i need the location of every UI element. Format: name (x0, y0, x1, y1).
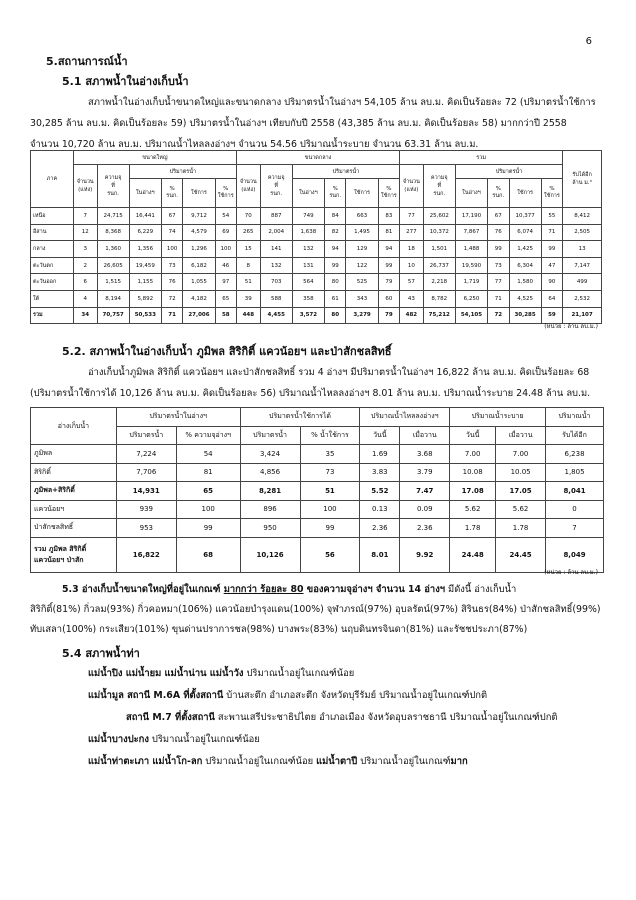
table-cell: 70 (237, 208, 261, 225)
table-cell: 46 (215, 257, 236, 274)
header-reservoir: อ่างเก็บน้ำ (31, 408, 117, 445)
table-unit-note: (หน่วย : ล้าน ลบ.ม.) (544, 323, 598, 330)
region-cell: กลาง (31, 241, 74, 258)
table-cell: 10,372 (423, 224, 455, 241)
table-cell: 2,505 (563, 224, 602, 241)
sub-receive: รับได้อีก (546, 426, 604, 445)
table-cell: 1,501 (423, 241, 455, 258)
para-line: สภาพน้ำในอ่างเก็บน้ำขนาดใหญ่และขนาดกลาง ปริมาตรน้ำในอ่างฯ 54,105 ล้าน ลบ.ม. คิดเป็นร้อยละ 72 (ปริมาตรน้ำใช้การ (88, 97, 596, 108)
table-cell: 24,715 (97, 208, 129, 225)
table-cell: 6,304 (509, 257, 541, 274)
table-cell: 47 (541, 257, 562, 274)
table-cell: 277 (400, 224, 424, 241)
table-cell: 2,004 (260, 224, 292, 241)
table-cell: 132 (260, 257, 292, 274)
table-cell: 7 (73, 208, 97, 225)
table-cell: 26,605 (97, 257, 129, 274)
region-cell: ตะวันตก (31, 257, 74, 274)
header-volume: ปริมาตรน้ำ (129, 165, 236, 179)
header-usable: ใช้การ (346, 179, 378, 208)
table-cell: 15 (237, 241, 261, 258)
table-cell: 1,515 (97, 274, 129, 291)
table-cell: 77 (400, 208, 424, 225)
region-cell: รวม (31, 307, 74, 324)
reservoir-region-table (30, 150, 602, 324)
table-cell: 55 (541, 208, 562, 225)
table-cell: 3.79 (400, 463, 450, 482)
table-cell: 7,147 (563, 257, 602, 274)
table-row (31, 290, 602, 307)
sub-today: วันนี้ (450, 426, 496, 445)
table-cell: 34 (73, 307, 97, 324)
table-cell: 68 (176, 537, 240, 572)
table-cell: 19,590 (455, 257, 487, 274)
table-cell: 1,425 (509, 241, 541, 258)
table-cell: 9,712 (183, 208, 215, 225)
section-5-1-title: 5.1 สภาพน้ำในอ่างเก็บน้ำ (62, 75, 189, 88)
table-cell: 67 (488, 208, 509, 225)
table-cell: 8,412 (563, 208, 602, 225)
table-cell: 5.62 (450, 500, 496, 519)
table-cell: 1,360 (97, 241, 129, 258)
table-cell: 10,126 (240, 537, 300, 572)
table-cell: 0.09 (400, 500, 450, 519)
table-cell: 35 (300, 445, 360, 464)
table-cell: 448 (237, 307, 261, 324)
table-cell: 122 (346, 257, 378, 274)
table-cell: 1.78 (496, 519, 546, 538)
table-cell: 663 (346, 208, 378, 225)
table-cell: 7.47 (400, 482, 450, 501)
table-cell: 71 (541, 224, 562, 241)
section-5-4-title: 5.4 สภาพน้ำท่า (62, 647, 140, 660)
table-cell: 19,459 (129, 257, 161, 274)
header-receive: รับได้อีก ล้าน ม.³ (563, 151, 602, 208)
table-cell: 9.92 (400, 537, 450, 572)
table-cell: 73 (300, 463, 360, 482)
table-cell: 0.13 (360, 500, 400, 519)
table-cell: 77 (488, 274, 509, 291)
table-row (31, 445, 604, 464)
header-capacity: ความจุ ที่ รนก. (260, 165, 292, 208)
table-cell: 99 (541, 241, 562, 258)
table-cell: 2,532 (563, 290, 602, 307)
table-cell: 1,580 (509, 274, 541, 291)
table-cell: 13 (563, 241, 602, 258)
table-cell: 57 (400, 274, 424, 291)
table-cell: 80 (324, 307, 345, 324)
table-cell: 76 (488, 224, 509, 241)
table-cell: 18 (400, 241, 424, 258)
table-cell: 358 (292, 290, 324, 307)
table-cell: 887 (260, 208, 292, 225)
header-in-res: ในอ่างฯ (455, 179, 487, 208)
table-cell: 129 (346, 241, 378, 258)
header-count: จำนวน (แห่ง) (237, 165, 261, 208)
table-row (31, 519, 604, 538)
region-cell: อีสาน (31, 224, 74, 241)
section-5-4-line: แม่น้ำมูล สถานี M.6A ที่ตั้งสถานี บ้านสะตึก อำเภอสะตึก จังหวัดบุรีรัมย์ ปริมาณน้ำอยู่ในเกณฑ์ปกติ (88, 690, 488, 701)
table-cell: 1,488 (455, 241, 487, 258)
table-cell: 8,782 (423, 290, 455, 307)
table-cell: 56 (300, 537, 360, 572)
para-line: อ่างเก็บน้ำภูมิพล สิริกิติ์ แควน้อยฯ และป่าสักชลสิทธิ์ รวม 4 อ่างฯ มีปริมาตรน้ำในอ่างฯ 16,822 ล้าน ลบ.ม. คิดเป็นร้อยละ 68 (88, 367, 590, 378)
region-cell: เหนือ (31, 208, 74, 225)
table-cell: 1,055 (183, 274, 215, 291)
table-cell: 50,533 (129, 307, 161, 324)
table-cell: 6,182 (183, 257, 215, 274)
table-row (31, 500, 604, 519)
table-cell: 0 (546, 500, 604, 519)
table-cell: 2 (73, 257, 97, 274)
table-cell: 7,867 (455, 224, 487, 241)
header-usable-pct: % ใช้การ (215, 179, 236, 208)
table-cell: 1,638 (292, 224, 324, 241)
table-cell: 6,074 (509, 224, 541, 241)
reservoir-name: ป่าสักชลสิทธิ์ (31, 519, 117, 538)
section-5-4-line: แม่น้ำบางปะกง ปริมาณน้ำอยู่ในเกณฑ์น้อย (88, 734, 260, 745)
section-5-4-line: แม่น้ำปิง แม่น้ำยม แม่น้ำน่าน แม่น้ำวัง ปริมาณน้ำอยู่ในเกณฑ์น้อย (88, 668, 355, 679)
table-row (31, 224, 602, 241)
header-release: ปริมาณน้ำระบาย (450, 408, 546, 427)
table-cell: 5.52 (360, 482, 400, 501)
header-region: ภาค (31, 151, 74, 208)
table-cell: 73 (488, 257, 509, 274)
table-cell: 7.00 (450, 445, 496, 464)
table-cell: 81 (176, 463, 240, 482)
table-cell: 749 (292, 208, 324, 225)
table-cell: 54,105 (455, 307, 487, 324)
table-cell: 72 (161, 290, 182, 307)
region-cell: ใต้ (31, 290, 74, 307)
table-cell: 61 (324, 290, 345, 307)
table-cell: 73 (161, 257, 182, 274)
header-large: ขนาดใหญ่ (73, 151, 236, 165)
table-cell: 3.83 (360, 463, 400, 482)
main-reservoir-table (30, 407, 604, 573)
table-cell: 84 (324, 208, 345, 225)
table-cell: 953 (116, 519, 176, 538)
table-row (31, 463, 604, 482)
table-cell: 80 (324, 274, 345, 291)
table-cell: 100 (300, 500, 360, 519)
reservoir-name: สิริกิติ์ (31, 463, 117, 482)
header-receive: ปริมาณน้ำ (546, 408, 604, 427)
table-row (31, 482, 604, 501)
table-cell: 82 (324, 224, 345, 241)
reservoir-name: ภูมิพล+สิริกิติ์ (31, 482, 117, 501)
table-cell: 14,931 (116, 482, 176, 501)
table-cell: 74 (161, 224, 182, 241)
header-usable: ใช้การ (509, 179, 541, 208)
table-total-row (31, 307, 602, 324)
table-cell: 16,822 (116, 537, 176, 572)
table-cell: 100 (176, 500, 240, 519)
table-cell: 99 (378, 257, 399, 274)
table-cell: 6 (73, 274, 97, 291)
table-cell: 2.36 (360, 519, 400, 538)
reservoir-name: ภูมิพล (31, 445, 117, 464)
table-cell: 4,579 (183, 224, 215, 241)
header-pct: % รนก. (488, 179, 509, 208)
table-cell: 8.01 (360, 537, 400, 572)
para-line: (ปริมาตรน้ำใช้การได้ 10,126 ล้าน ลบ.ม. คิดเป็นร้อยละ 56) ปริมาณน้ำไหลลงอ่างฯ 8.01 ล้าน ลบ.ม. ปริมาณน้ำระบาย 24.48 ล้าน ลบ.ม. (30, 388, 591, 399)
table-cell: 6,238 (546, 445, 604, 464)
table-cell: 24.48 (450, 537, 496, 572)
table-cell: 8,041 (546, 482, 604, 501)
table-cell: 8,281 (240, 482, 300, 501)
table-cell: 7,706 (116, 463, 176, 482)
table-cell: 8,049 (546, 537, 604, 572)
section-5-3-title: 5.3 อ่างเก็บน้ำขนาดใหญ่ที่อยู่ในเกณฑ์ มากกว่า ร้อยละ 80 ของความจุอ่างฯ จำนวน 14 อ่างฯ มีดังนี้ อ่างเก็บน้ำ (62, 584, 517, 595)
table-body (31, 208, 602, 324)
table-cell: 1,805 (546, 463, 604, 482)
table-cell: 3,572 (292, 307, 324, 324)
section-5-2-title: 5.2. สภาพน้ำในอ่างเก็บน้ำ ภูมิพล สิริกิติ์ แควน้อยฯ และป่าสักชลสิทธิ์ (62, 345, 392, 358)
table-cell: 1,296 (183, 241, 215, 258)
table-cell: 58 (215, 307, 236, 324)
table-cell: 1.69 (360, 445, 400, 464)
header-volume: ปริมาตรน้ำ (292, 165, 399, 179)
region-cell: ตะวันออก (31, 274, 74, 291)
reservoir-name: แควน้อยฯ (31, 500, 117, 519)
table-cell: 2.36 (400, 519, 450, 538)
table-cell: 65 (215, 290, 236, 307)
table-cell: 1,356 (129, 241, 161, 258)
table-cell: 83 (378, 208, 399, 225)
sub-pct: % ความจุอ่างฯ (176, 426, 240, 445)
table-cell: 26,737 (423, 257, 455, 274)
table-cell: 70,757 (97, 307, 129, 324)
table-cell: 17.05 (496, 482, 546, 501)
table-cell: 79 (378, 274, 399, 291)
header-in-res: ในอ่างฯ (129, 179, 161, 208)
table-cell: 4,525 (509, 290, 541, 307)
header-total: รวม (400, 151, 563, 165)
table-cell: 132 (292, 241, 324, 258)
sub-usable-pct: % น้ำใช้การ (300, 426, 360, 445)
table-cell: 499 (563, 274, 602, 291)
table-cell: 75,212 (423, 307, 455, 324)
table-row (31, 274, 602, 291)
header-pct: % รนก. (161, 179, 182, 208)
table-cell: 64 (541, 290, 562, 307)
para-line: 30,285 ล้าน ลบ.ม. คิดเป็นร้อยละ 59) ปริมาตรน้ำในอ่างฯ เทียบกับปี 2558 (43,385 ล้าน ลบ.ม. คิดเป็นร้อยละ 58) มากกว่าปี 2558 (30, 118, 567, 129)
header-count: จำนวน (แห่ง) (73, 165, 97, 208)
para-line: จำนวน 10,720 ล้าน ลบ.ม. ปริมาณน้ำไหลลงอ่างฯ จำนวน 54.56 ปริมาณน้ำระบาย จำนวน 63.31 ล้าน ลบ.ม. (30, 139, 479, 150)
table-cell: 65 (176, 482, 240, 501)
header-medium: ขนาดกลาง (237, 151, 400, 165)
table-cell: 16,441 (129, 208, 161, 225)
table-total-row (31, 537, 604, 572)
header-usable-pct: % ใช้การ (378, 179, 399, 208)
table-cell: 27,006 (183, 307, 215, 324)
header-capacity: ความจุ ที่ รนก. (97, 165, 129, 208)
section-5-2-paragraph (30, 362, 608, 404)
section-5-3-line: สิริกิติ์(81%) กิ่วลม(93%) กิ่วคอหมา(106%) แควน้อยบำรุงแดน(100%) จุฬาภรณ์(97%) อุบลรัตน์(97%) สิรินธร(84%) ป่าสักชลสิทธิ์(99%) (30, 604, 601, 615)
header-usable: ใช้การ (183, 179, 215, 208)
header-capacity: ความจุ ที่ รนก. (423, 165, 455, 208)
table-cell: 8,368 (97, 224, 129, 241)
table-cell: 482 (400, 307, 424, 324)
table-cell: 67 (161, 208, 182, 225)
table-cell: 525 (346, 274, 378, 291)
table-cell: 39 (237, 290, 261, 307)
table-cell: 69 (215, 224, 236, 241)
table-cell: 6,250 (455, 290, 487, 307)
table-cell: 1,495 (346, 224, 378, 241)
table-cell: 51 (300, 482, 360, 501)
table-cell: 99 (300, 519, 360, 538)
table-cell: 7.00 (496, 445, 546, 464)
table-cell: 564 (292, 274, 324, 291)
table-cell: 81 (378, 224, 399, 241)
sub-volume: ปริมาตรน้ำ (116, 426, 176, 445)
table-cell: 71 (488, 290, 509, 307)
table-cell: 12 (73, 224, 97, 241)
table-cell: 10.05 (496, 463, 546, 482)
table-cell: 343 (346, 290, 378, 307)
table-cell: 71 (161, 307, 182, 324)
total-name: รวม ภูมิพล สิริกิติ์ แควน้อยฯ ป่าสัก (31, 537, 117, 572)
table-cell: 21,107 (563, 307, 602, 324)
header-count: จำนวน (แห่ง) (400, 165, 424, 208)
table-unit-note: (หน่วย : ล้าน ลบ.ม.) (544, 569, 598, 576)
table-cell: 3,279 (346, 307, 378, 324)
table-cell: 54 (176, 445, 240, 464)
table-cell: 99 (488, 241, 509, 258)
table-cell: 97 (215, 274, 236, 291)
table-cell: 43 (400, 290, 424, 307)
section-5-title: 5.สถานการณ์น้ำ (46, 55, 128, 68)
table-cell: 54 (215, 208, 236, 225)
table-cell: 17.08 (450, 482, 496, 501)
table-cell: 59 (541, 307, 562, 324)
table-cell: 8,194 (97, 290, 129, 307)
table-cell: 79 (378, 307, 399, 324)
table-cell: 100 (161, 241, 182, 258)
table-cell: 939 (116, 500, 176, 519)
sub-usable-volume: ปริมาตรน้ำ (240, 426, 300, 445)
table-body (31, 445, 604, 538)
table-cell: 950 (240, 519, 300, 538)
sub-today: วันนี้ (360, 426, 400, 445)
table-cell: 8 (237, 257, 261, 274)
table-cell: 99 (324, 257, 345, 274)
table-cell: 7 (546, 519, 604, 538)
table-cell: 94 (324, 241, 345, 258)
table-cell: 51 (237, 274, 261, 291)
table-cell: 17,190 (455, 208, 487, 225)
table-row (31, 257, 602, 274)
header-inflow: ปริมาณน้ำไหลลงอ่างฯ (360, 408, 450, 427)
table-cell: 3.68 (400, 445, 450, 464)
table-cell: 1,719 (455, 274, 487, 291)
table-cell: 99 (176, 519, 240, 538)
table-cell: 2,218 (423, 274, 455, 291)
table-cell: 30,285 (509, 307, 541, 324)
page-number: 6 (585, 36, 592, 47)
table-cell: 1.78 (450, 519, 496, 538)
section-5-3-line: ทับเสลา(100%) กระเสียว(101%) ขุนด่านปราการชล(98%) บางพระ(83%) นฤบดินทรจินดา(81%) และรัชชประภา(87%) (30, 624, 528, 635)
table-cell: 6,229 (129, 224, 161, 241)
table-cell: 3,424 (240, 445, 300, 464)
table-cell: 896 (240, 500, 300, 519)
table-cell: 4,856 (240, 463, 300, 482)
sub-yesterday: เมื่อวาน (496, 426, 546, 445)
table-cell: 10,377 (509, 208, 541, 225)
sub-yesterday: เมื่อวาน (400, 426, 450, 445)
table-cell: 72 (488, 307, 509, 324)
header-in-res: ในอ่างฯ (292, 179, 324, 208)
table-cell: 5.62 (496, 500, 546, 519)
header-volume: ปริมาตรน้ำ (455, 165, 562, 179)
table-cell: 10.08 (450, 463, 496, 482)
section-5-1-paragraph (30, 92, 608, 155)
table-cell: 4,455 (260, 307, 292, 324)
table-cell: 100 (215, 241, 236, 258)
table-cell: 4 (73, 290, 97, 307)
table-cell: 4,182 (183, 290, 215, 307)
header-volume: ปริมาตรน้ำในอ่างฯ (116, 408, 240, 427)
table-row (31, 241, 602, 258)
table-cell: 1,155 (129, 274, 161, 291)
table-row (31, 208, 602, 225)
section-5-4-line: แม่น้ำท่าตะเภา แม่น้ำโก-ลก ปริมาณน้ำอยู่ในเกณฑ์น้อย แม่น้ำตาปี ปริมาณน้ำอยู่ในเกณฑ์มาก (88, 756, 468, 767)
table-cell: 60 (378, 290, 399, 307)
table-cell: 265 (237, 224, 261, 241)
table-cell: 703 (260, 274, 292, 291)
table-cell: 7,224 (116, 445, 176, 464)
table-cell: 141 (260, 241, 292, 258)
table-cell: 25,602 (423, 208, 455, 225)
table-cell: 131 (292, 257, 324, 274)
table-cell: 10 (400, 257, 424, 274)
table-cell: 588 (260, 290, 292, 307)
header-usable-pct: % ใช้การ (541, 179, 562, 208)
section-5-4-line: สถานี M.7 ที่ตั้งสถานี สะพานเสรีประชาธิปไตย อำเภอเมือง จังหวัดอุบลราชธานี ปริมาณน้ำอยู่ในเกณฑ์ปกติ (126, 712, 558, 723)
table-cell: 5,892 (129, 290, 161, 307)
table-cell: 94 (378, 241, 399, 258)
table-cell: 76 (161, 274, 182, 291)
header-pct: % รนก. (324, 179, 345, 208)
header-usable: ปริมาตรน้ำใช้การได้ (240, 408, 360, 427)
table-cell: 24.45 (496, 537, 546, 572)
table-cell: 3 (73, 241, 97, 258)
table-cell: 90 (541, 274, 562, 291)
